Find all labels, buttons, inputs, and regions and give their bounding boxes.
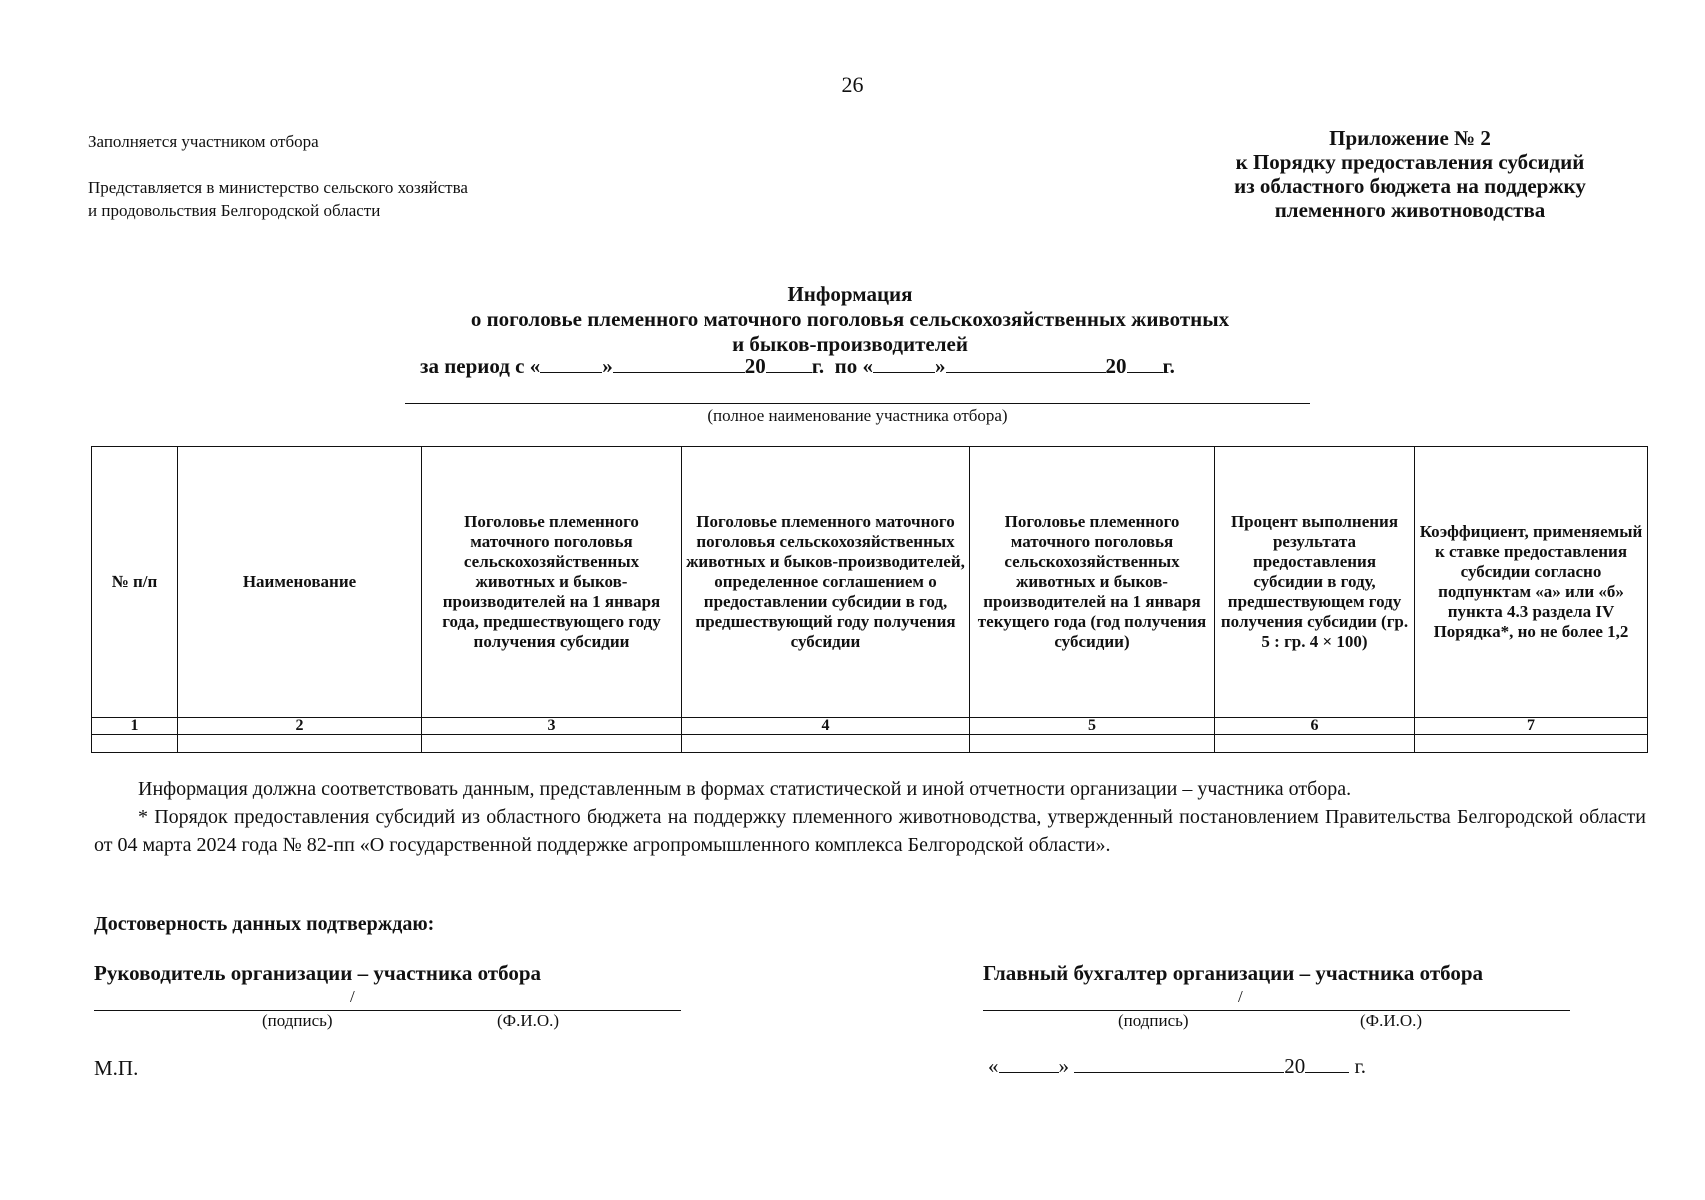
head-slash: / — [350, 987, 355, 1006]
col-header-number: № п/п — [92, 447, 178, 718]
stamp-mark: М.П. — [94, 1056, 139, 1080]
accountant-signature-caption: (подпись) — [1118, 1011, 1189, 1030]
table-cell[interactable] — [178, 735, 422, 753]
date-day-field[interactable] — [999, 1054, 1059, 1073]
confirm-heading: Достоверность данных подтверждаю: — [94, 913, 435, 935]
participant-name-caption: (полное наименование участника отбора) — [707, 406, 1008, 425]
table-cell[interactable] — [422, 735, 682, 753]
title-line3: и быков-производителей — [732, 332, 968, 356]
head-signature-title: Руководитель организации – участника отбора — [94, 961, 542, 985]
end-year-prefix: 20 — [1105, 354, 1127, 378]
table-cell[interactable] — [682, 735, 970, 753]
table-header-row — [92, 447, 1648, 718]
col-header-name: Наименование — [178, 447, 422, 718]
col-header-agreement-livestock: Поголовье племенного маточного поголовья сельскохозяйственных животных и быков-производителей, определенное соглашением о предоставлении субсидии в год, предшествующий году получения субсидии — [682, 447, 970, 718]
accountant-signature-title: Главный бухгалтер организации – участника отбора — [983, 961, 1484, 985]
date-suffix: г. — [1354, 1054, 1366, 1078]
date-month-field[interactable] — [1074, 1054, 1284, 1073]
accountant-name-caption: (Ф.И.О.) — [1360, 1011, 1423, 1030]
table-column-number-row — [92, 718, 1648, 735]
period-prefix: за период с « — [420, 354, 541, 378]
table-cell[interactable] — [92, 735, 178, 753]
note-information: Информация должна соответствовать данным, представленным в формах статистической и иной отчетности организации – участника отбора. — [138, 778, 1352, 800]
col-number: 2 — [178, 718, 422, 735]
period-line — [420, 354, 1175, 379]
col-header-current-year-livestock: Поголовье племенного маточного поголовья сельскохозяйственных животных и быков-производителей на 1 января текущего года (год получения субсидии) — [970, 447, 1215, 718]
note-footnote: * Порядок предоставления субсидий из областного бюджета на поддержку племенного животноводства, утвержденный постановлением Правительства Белгородской области от 04 марта 2024 года № 82-пп «О государственной поддержке агропромышленного комплекса Белгородской области». — [94, 806, 1646, 856]
head-signature-caption: (подпись) — [262, 1011, 333, 1030]
participant-name-field[interactable] — [405, 403, 1310, 404]
appendix-line4: племенного животноводства — [1274, 198, 1546, 222]
table-cell[interactable] — [1215, 735, 1415, 753]
page-number: 26 — [841, 72, 864, 97]
end-month-field[interactable] — [946, 354, 1106, 373]
document-title — [390, 282, 1310, 357]
start-year-prefix: 20 — [744, 354, 766, 378]
data-table — [91, 446, 1648, 753]
head-name-caption: (Ф.И.О.) — [497, 1011, 560, 1030]
date-year-prefix: 20 — [1284, 1054, 1306, 1078]
col-number: 3 — [422, 718, 682, 735]
start-year-field[interactable] — [766, 354, 812, 373]
accountant-signature-line[interactable] — [983, 1010, 1570, 1011]
start-year-suffix: г. — [811, 354, 825, 378]
head-signature-line[interactable] — [94, 1010, 681, 1011]
title-heading: Информация — [787, 282, 913, 306]
start-day-field[interactable] — [540, 354, 602, 373]
end-quote-close: » — [935, 354, 946, 378]
table-cell[interactable] — [1415, 735, 1648, 753]
appendix-line3: из областного бюджета на поддержку — [1234, 174, 1586, 198]
date-close-quote: » — [1058, 1054, 1069, 1078]
accountant-slash: / — [1238, 987, 1243, 1006]
end-day-field[interactable] — [873, 354, 935, 373]
submitted-to-line1: Представляется в министерство сельского хозяйства — [88, 178, 468, 197]
date-year-field[interactable] — [1305, 1054, 1349, 1073]
filled-by-note: Заполняется участником отбора — [88, 132, 319, 151]
appendix-line1: Приложение № 2 — [1329, 126, 1491, 150]
start-month-field[interactable] — [613, 354, 745, 373]
submitted-to-line2: и продовольствия Белгородской области — [88, 201, 381, 220]
table-row — [92, 735, 1648, 753]
col-number: 6 — [1215, 718, 1415, 735]
col-number: 4 — [682, 718, 970, 735]
col-number: 1 — [92, 718, 178, 735]
appendix-line2: к Порядку предоставления субсидий — [1235, 150, 1585, 174]
end-year-field[interactable] — [1127, 354, 1163, 373]
sign-date-line — [988, 1054, 1366, 1079]
col-number: 7 — [1415, 718, 1648, 735]
col-header-coefficient: Коэффициент, применяемый к ставке предоставления субсидии согласно подпунктам «а» или «б» пункта 4.3 раздела IV Порядка*, но не более 1,2 — [1415, 447, 1648, 718]
table-cell[interactable] — [970, 735, 1215, 753]
start-quote-close: » — [602, 354, 613, 378]
title-line2: о поголовье племенного маточного поголовья сельскохозяйственных животных — [470, 307, 1230, 331]
col-header-prev-year-livestock: Поголовье племенного маточного поголовья сельскохозяйственных животных и быков-производителей на 1 января года, предшествующего году получения субсидии — [422, 447, 682, 718]
col-number: 5 — [970, 718, 1215, 735]
to-word: по « — [834, 354, 874, 378]
end-year-suffix: г. — [1162, 354, 1175, 378]
appendix-block — [1180, 126, 1640, 222]
date-open-quote: « — [988, 1054, 999, 1078]
col-header-percent-completion: Процент выполнения результата предоставления субсидии в году, предшествующем году получения субсидии (гр. 5 : гр. 4 × 100) — [1215, 447, 1415, 718]
